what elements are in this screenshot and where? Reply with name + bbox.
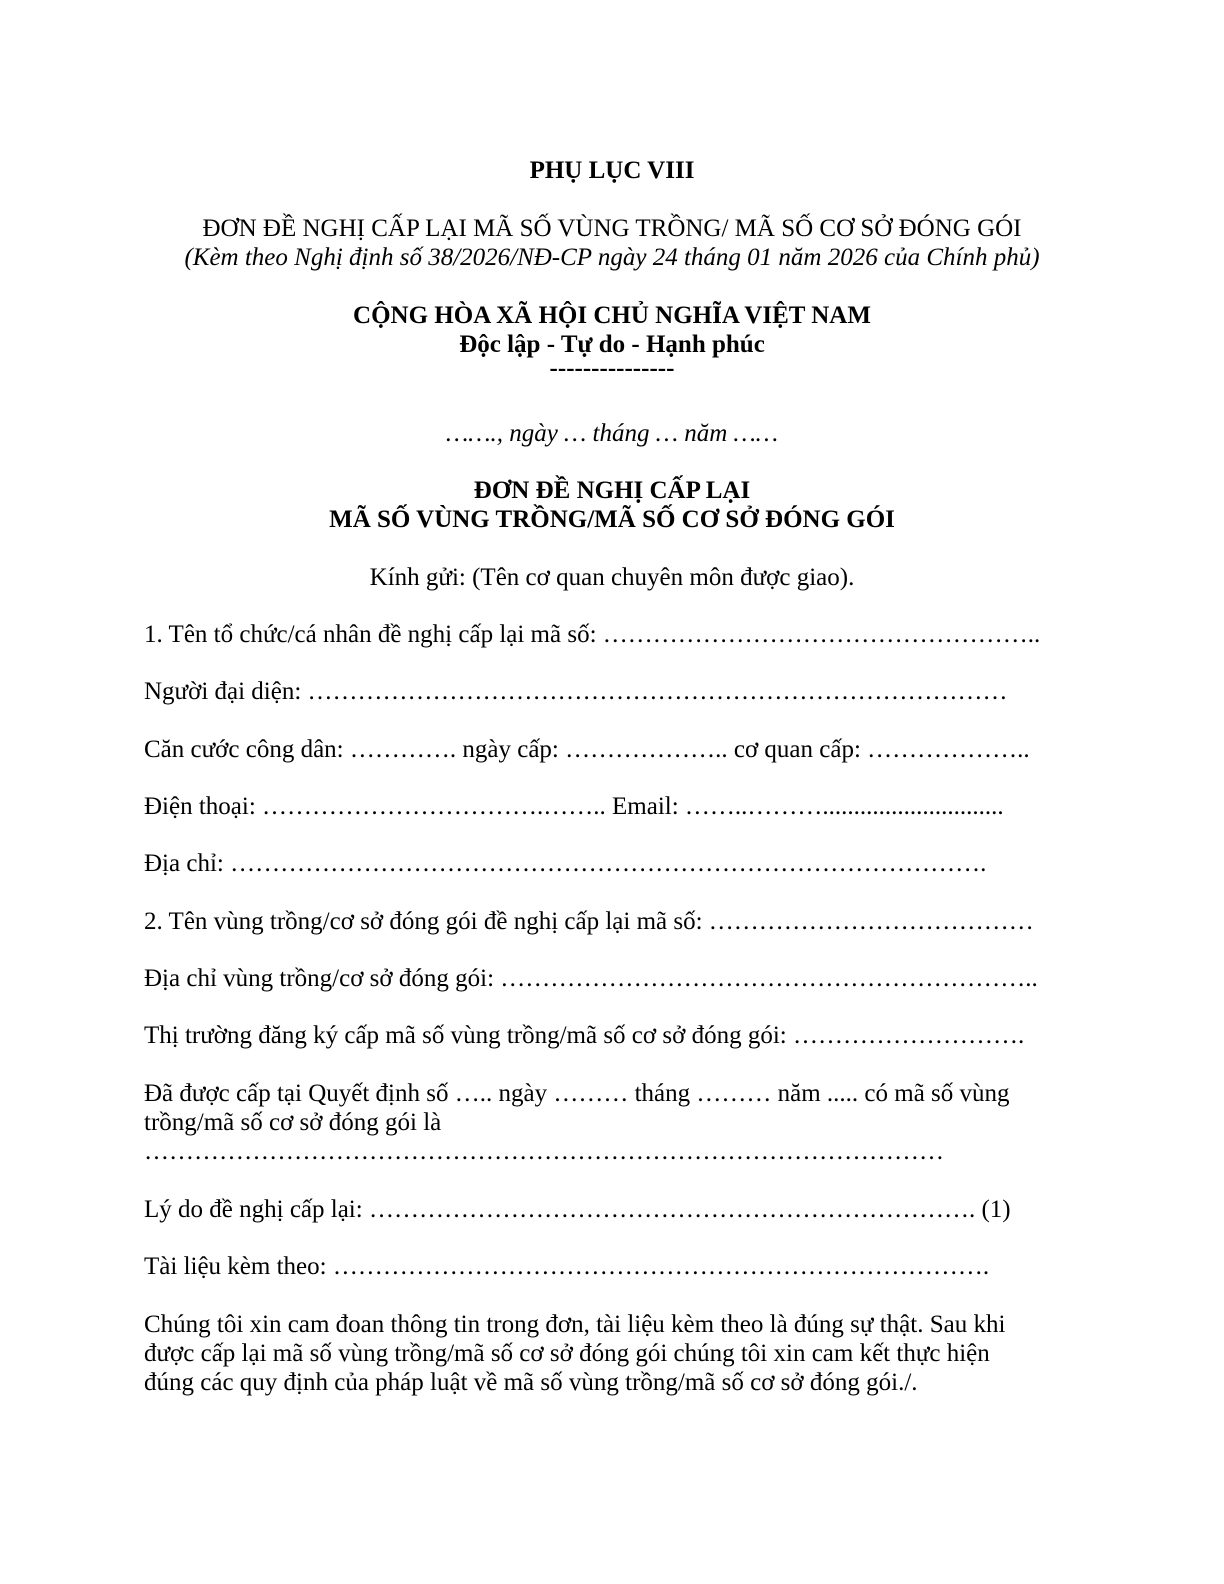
form-title-line-2: MÃ SỐ VÙNG TRỒNG/MÃ SỐ CƠ SỞ ĐÓNG GÓI <box>329 506 895 533</box>
commitment-line-2: được cấp lại mã số vùng trồng/mã số cơ sở đóng gói chúng tôi xin cam kết thực hiện <box>144 1340 990 1367</box>
appendix-title: PHỤ LỤC VIII <box>529 157 695 184</box>
commitment-line-3: đúng các quy định của pháp luật về mã số vùng trồng/mã số cơ sở đóng gói./. <box>144 1369 918 1396</box>
field-org-name: 1. Tên tổ chức/cá nhân đề nghị cấp lại mã số: …………………………………………….. <box>144 621 1041 648</box>
field-phone-email: Điện thoại: …………………………….…….. Email: ……..………............................. <box>144 793 1004 820</box>
recipient-line: Kính gửi: (Tên cơ quan chuyên môn được giao). <box>369 564 855 591</box>
field-area-name: 2. Tên vùng trồng/cơ sở đóng gói đề nghị cấp lại mã số: ………………………………… <box>144 908 1034 935</box>
field-market: Thị trường đăng ký cấp mã số vùng trồng/mã số cơ sở đóng gói: ………………………. <box>144 1022 1025 1049</box>
field-id-card: Căn cước công dân: …………. ngày cấp: ……………….. cơ quan cấp: ……………….. <box>144 736 1030 763</box>
field-decision-line-2: trồng/mã số cơ sở đóng gói là <box>144 1109 442 1136</box>
date-line: ……., ngày … tháng … năm …… <box>446 420 778 447</box>
form-title-line-1: ĐƠN ĐỀ NGHỊ CẤP LẠI <box>473 477 751 504</box>
field-decision-line-1: Đã được cấp tại Quyết định số ….. ngày ……… tháng ……… năm ..... có mã số vùng <box>144 1080 1010 1107</box>
national-motto: Độc lập - Tự do - Hạnh phúc <box>459 331 765 358</box>
field-reason: Lý do đề nghị cấp lại: ………………………………………………………………. (1) <box>144 1196 1011 1223</box>
form-name: ĐƠN ĐỀ NGHỊ CẤP LẠI MÃ SỐ VÙNG TRỒNG/ MÃ SỐ CƠ SỞ ĐÓNG GÓI <box>202 215 1022 242</box>
motto-divider: --------------- <box>549 355 675 382</box>
field-representative: Người đại diện: ………………………………………………………………………… <box>144 678 1008 705</box>
field-address: Địa chỉ: ………………………………………………………………………………. <box>144 850 987 877</box>
commitment-line-1: Chúng tôi xin cam đoan thông tin trong đơn, tài liệu kèm theo là đúng sự thật. Sau khi <box>144 1311 1006 1338</box>
field-attachments: Tài liệu kèm theo: ……………………………………………………………………. <box>144 1253 990 1280</box>
field-area-address: Địa chỉ vùng trồng/cơ sở đóng gói: ……………………………………………………….. <box>144 965 1038 992</box>
national-name: CỘNG HÒA XÃ HỘI CHỦ NGHĨA VIỆT NAM <box>353 302 871 329</box>
field-decision-line-3: …………………………………………………………………………………… <box>144 1138 944 1165</box>
decree-reference: (Kèm theo Nghị định số 38/2026/NĐ-CP ngày 24 tháng 01 năm 2026 của Chính phủ) <box>184 244 1040 271</box>
